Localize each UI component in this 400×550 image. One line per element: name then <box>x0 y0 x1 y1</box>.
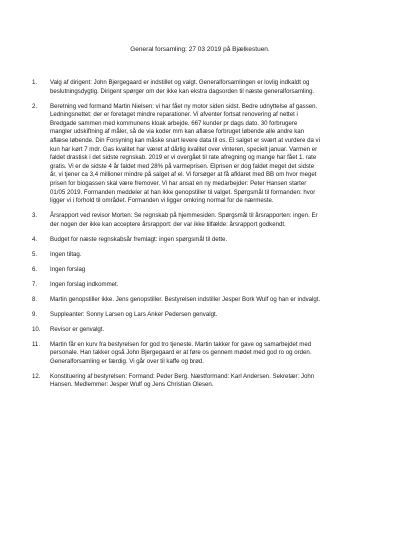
list-item <box>32 281 368 290</box>
list-item <box>32 103 368 206</box>
item-number: 10. <box>32 325 41 333</box>
item-number: 9. <box>32 310 38 318</box>
item-number: 7. <box>32 280 38 288</box>
item-number: 2. <box>32 102 38 110</box>
list-item <box>32 266 368 275</box>
item-text: Revisor er genvalgt. <box>50 325 105 333</box>
document-title: General forsamling: 27 03 2019 på Bjælkestuen. <box>130 46 270 53</box>
list-item <box>32 236 368 245</box>
item-text: Ingen forslag indkommet. <box>50 280 119 288</box>
list-item <box>32 251 368 260</box>
item-number: 12. <box>32 372 41 380</box>
item-text: Ingen tiltag. <box>50 250 82 258</box>
list-item <box>32 373 368 390</box>
item-number: 5. <box>32 250 38 258</box>
item-text: Martin genopstiller ikke. Jens genopstiller. Bestyrelsen indstiller Jesper Bork Wulf og han er indvalgt. <box>50 295 321 303</box>
item-number: 3. <box>32 212 38 220</box>
item-text: Årsrapport ved revisor Morten: Se regnskab på hjemmesiden. Spørgsmål til årsrapporten: ingen. Er der nogen der ikke kan acceptere årsrapport: der var ikke tilfælde: årsrapport godkendt. <box>50 212 318 228</box>
list-item <box>32 296 368 305</box>
list-item <box>32 79 368 96</box>
item-number: 4. <box>32 235 38 243</box>
item-text: Konstituering af bestyrelsen: Formand: Peder Berg. Næstformand: Karl Andersen. Sekretær: John Hansen. Medlemmer: Jesper Wulf og Jens Christian Olesen. <box>50 372 315 389</box>
item-text: Beretning ved formand Martin Nielsen: vi har fået ny motor siden sidst. Bedre udnyttelse af gassen. Ledningsnettet: der er foretaget mindre reparationer. Vi afventer fortsat renovering af nettet i Bredgade sammen med kommunens kloak arbejde. 667 kunder pr dags dato. 30 forbrugere mangler udskiftning af måler, så de via koder mm kan aflæse forbruget løbende alle andre kan aflæse løbende. Din Forsyning kan måske snart levere data til os. El salget er svært at vurdere da vi kun har kørt 7 mdr. Gas kvalitet har været af dårlig kvalitet over vinteren, specielt januar. Varmen er faldet drastisk i det sidste regnskab. 2019 er vi overgået til rate afregning og mange har fået 1. rate gratis. Vi er de sidste 4 år faldet med 28% på varmeprisen. Elprisen er dog faldet meget det sidste år, vi tjener ca 3,4 millioner mindre på salget af el. Vi forsøger at få afklaret med BB om hvor meget prisen for biogassen skal være fremover. Vi har ansat en ny medarbejder: Peter Hansen starter 01/05 2019. Formanden meddeler at han ikke genopstiller til valget. Spørgsmål til formanden: hvor ligger vi i forhold til området. Formanden vi ligger omkring normal for de nærmeste. <box>50 102 320 205</box>
item-number: 6. <box>32 265 38 273</box>
item-text: Suppleanter: Sonny Larsen og Lars Anker Pedersen genvalgt. <box>50 310 218 318</box>
item-number: 8. <box>32 295 38 303</box>
list-item <box>32 212 368 229</box>
list-item <box>32 326 368 335</box>
item-number: 11. <box>32 340 41 348</box>
item-number: 1. <box>32 79 38 86</box>
list-item <box>32 311 368 320</box>
minutes-list <box>32 79 368 396</box>
item-text: Budget for næste regnskabsår fremlagt: ingen spørgsmål til dette. <box>50 235 228 243</box>
list-item <box>32 341 368 367</box>
item-text: Martin får en kurv fra bestyrelsen for god tro tjeneste. Martin takker for gave og samarbejdet med personale. Han takker også John Bjergegaard er at føre os gennem mødet med god ro og orden. Generalforsamling er færdig. Vi går over til kaffe og brød. <box>50 340 312 365</box>
item-text: Valg af dirigent: John Bjergegaard er indstillet og valgt. Generalforsamlingen er lovlig indkaldt og beslutningsdygtig. Dirigent spørger om der ikke kan ekstra dagsorden til næste generalforsamling. <box>50 79 315 95</box>
item-text: Ingen forslag <box>50 265 86 273</box>
